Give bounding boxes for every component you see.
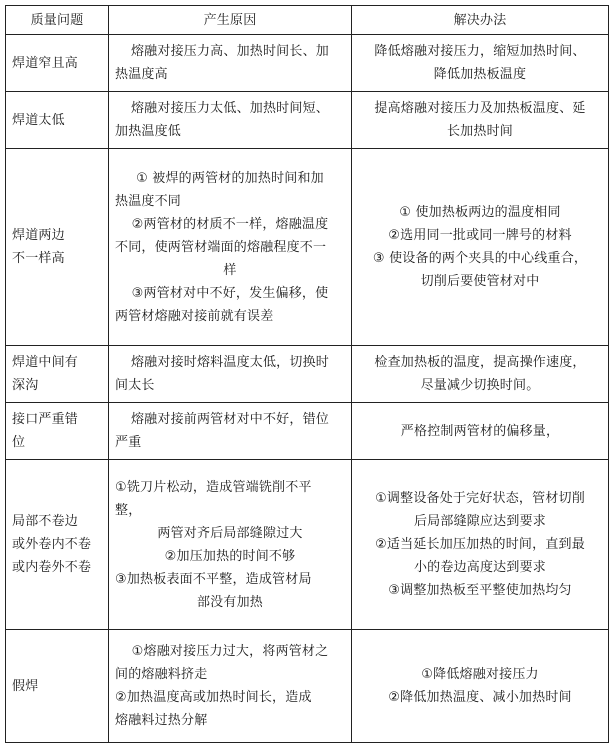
table-row <box>6 149 609 346</box>
cause-cell <box>109 346 352 403</box>
cause-cell-line: 加热温度低 <box>115 124 182 139</box>
solution-cell-line: 尽量减少切换时间。 <box>420 378 540 393</box>
solution-cell-line: ① 使加热板两边的温度相同 <box>399 205 561 220</box>
problem-cell-line: 焊道太低 <box>12 112 65 128</box>
cause-cell-line: ②加压加热的时间不够 <box>164 548 296 564</box>
solution-cell <box>352 149 609 346</box>
solution-cell-line: ②适当延长加压加热的时间，直到最 <box>375 537 585 552</box>
table-row <box>6 460 609 630</box>
cause-cell <box>109 403 352 460</box>
cause-cell-line: ①熔融对接压力过大，将两管材之 <box>131 644 329 659</box>
cause-cell-line: 间的熔融料挤走 <box>115 667 208 682</box>
cause-cell-line: 部没有加热 <box>196 594 263 610</box>
header-solution: 解决办法 <box>352 6 609 35</box>
solution-cell-line: ③调整加热板至平整使加热均匀 <box>388 583 572 598</box>
cause-cell-line: 整， <box>115 502 142 518</box>
cause-cell-line: 两管材熔融对接前就有误差 <box>115 308 274 324</box>
cause-cell-line: ③两管材对中不好，发生偏移，使 <box>131 285 329 301</box>
problem-cell <box>6 630 109 743</box>
cause-cell-line: 两管对齐后局部缝隙过大 <box>157 525 303 541</box>
problem-cell <box>6 35 109 92</box>
problem-cell-line: 接口严重错 <box>12 412 79 427</box>
problem-cell <box>6 460 109 630</box>
cause-cell-line: ②两管材的材质不一样，熔融温度 <box>131 216 329 232</box>
solution-cell-line: 降低熔融对接压力，缩短加热时间、 <box>374 44 586 59</box>
cause-cell-line: ②加热温度高或加热时间长，造成 <box>115 690 312 705</box>
cause-cell-line: 熔融对接前两管材对中不好，错位 <box>130 412 329 427</box>
cause-cell-line: 样 <box>223 262 237 278</box>
solution-cell-line: 降低加热板温度 <box>433 67 527 82</box>
solution-cell <box>352 35 609 92</box>
cause-cell-line: 热温度不同 <box>115 193 182 209</box>
cause-cell-line: 熔融对接压力高、加热时间长、加 <box>130 44 329 59</box>
problem-cell-line: 焊道两边 <box>12 228 65 243</box>
solution-cell-line: 长加热时间 <box>446 124 513 139</box>
cause-cell-line: 间太长 <box>115 378 155 393</box>
solution-cell-line: ②降低加热温度、减小加热时间 <box>388 690 572 705</box>
solution-cell-line: ①调整设备处于完好状态，管材切削 <box>375 491 585 506</box>
cause-cell <box>109 149 352 346</box>
cause-cell-line: ③加热板表面不平整，造成管材局 <box>115 571 312 587</box>
problem-cell-line: 位 <box>12 435 26 450</box>
cause-cell <box>109 35 352 92</box>
solution-cell <box>352 403 609 460</box>
problem-cell-line: 深沟 <box>12 378 39 393</box>
solution-cell <box>352 460 609 630</box>
problem-cell-line: 焊道中间有 <box>12 355 79 370</box>
cause-cell <box>109 460 352 630</box>
problem-cell <box>6 403 109 460</box>
cause-cell-line: 熔融料过热分解 <box>115 713 208 728</box>
cause-cell-line: 热温度高 <box>115 67 168 82</box>
cause-cell-line: ① 被焊的两管材的加热时间和加 <box>136 170 324 186</box>
problem-cell-line: 局部不卷边 <box>12 514 79 529</box>
problem-cell <box>6 346 109 403</box>
table-row <box>6 630 609 743</box>
table-row <box>6 403 609 460</box>
solution-cell <box>352 630 609 743</box>
problem-cell <box>6 149 109 346</box>
solution-cell-line: 小的卷边高度达到要求 <box>413 560 546 575</box>
solution-cell-line: ①降低熔融对接压力 <box>421 667 539 682</box>
problem-cell-line: 不一样高 <box>12 251 65 266</box>
table-row <box>6 35 609 92</box>
cause-cell <box>109 92 352 149</box>
cause-cell-line: ①铣刀片松动，造成管端铣削不平 <box>115 479 312 495</box>
solution-cell-line: 检查加热板的温度，提高操作速度， <box>374 355 586 370</box>
header-cause: 产生原因 <box>109 6 352 35</box>
problem-cell-line: 或内卷外不卷 <box>12 560 92 575</box>
problem-cell-line: 或外卷内不卷 <box>12 537 92 552</box>
cause-cell-line: 严重 <box>115 435 142 450</box>
quality-problem-table <box>5 5 609 743</box>
cause-cell-line: 熔融对接时熔料温度太低，切换时 <box>130 355 329 370</box>
solution-cell <box>352 346 609 403</box>
header-problem: 质量问题 <box>6 6 109 35</box>
problem-cell-line: 焊道窄且高 <box>12 55 79 71</box>
solution-cell <box>352 92 609 149</box>
table-row <box>6 346 609 403</box>
solution-cell-line: ②选用同一批或同一牌号的材料 <box>388 228 572 243</box>
solution-cell-line: 严格控制两管材的偏移量， <box>400 423 560 439</box>
cause-cell-line: 不同，使两管材端面的熔融程度不一 <box>115 239 327 255</box>
cause-cell <box>109 630 352 743</box>
problem-cell <box>6 92 109 149</box>
cause-cell-line: 熔融对接压力太低、加热时间短、 <box>130 101 329 116</box>
table-header-row <box>6 6 609 35</box>
solution-cell-line: 切削后要使管材对中 <box>420 274 540 289</box>
problem-cell-line: 假焊 <box>12 678 39 694</box>
solution-cell-line: ③ 使设备的两个夹具的中心线重合， <box>372 251 588 266</box>
table-row <box>6 92 609 149</box>
solution-cell-line: 后局部缝隙应达到要求 <box>413 514 546 529</box>
solution-cell-line: 提高熔融对接压力及加热板温度、延 <box>374 101 586 116</box>
